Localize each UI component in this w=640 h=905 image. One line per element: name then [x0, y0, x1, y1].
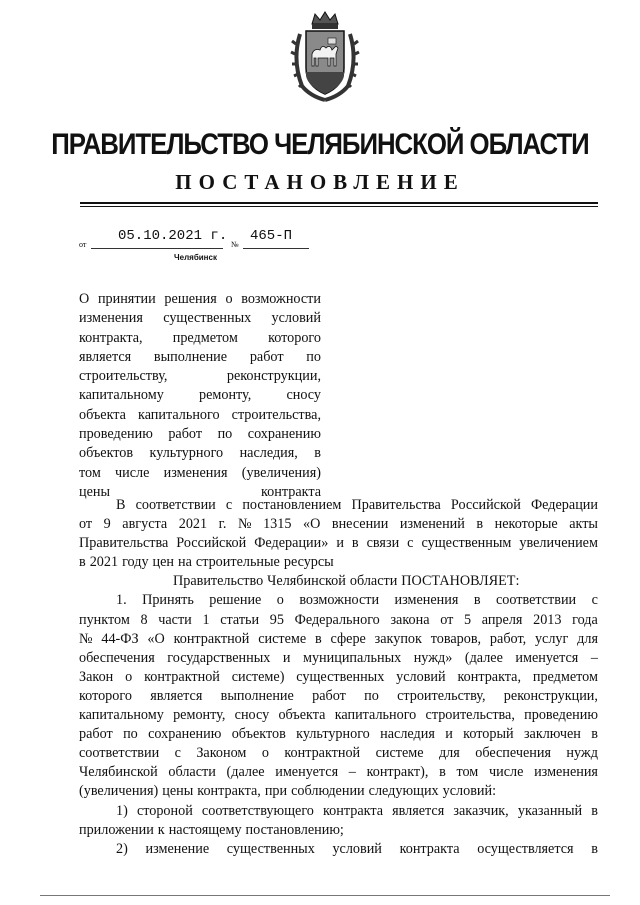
title-line	[79, 406, 321, 425]
word: апреля	[481, 611, 523, 628]
title-line	[79, 367, 321, 386]
word: который	[463, 726, 514, 743]
government-title: ПРАВИТЕЛЬСТВО ЧЕЛЯБИНСКОЙ ОБЛАСТИ	[51, 128, 589, 161]
word: является	[392, 802, 445, 819]
document-date: 05.10.2021 г.	[118, 228, 228, 244]
word: постановлению;	[245, 821, 344, 838]
word: контрактной	[144, 668, 220, 685]
word: от	[79, 516, 93, 533]
word: в	[473, 592, 481, 609]
word: увеличением	[519, 535, 598, 552]
title-line	[79, 444, 321, 463]
word: строительства,	[231, 406, 321, 423]
body-line	[79, 706, 598, 725]
word: существенных	[296, 668, 385, 685]
word: 2021	[89, 554, 119, 571]
word: числе	[488, 764, 524, 781]
word: системе)	[231, 668, 285, 685]
word: проведению	[524, 707, 598, 724]
word: 2)	[116, 840, 128, 857]
word: условий	[271, 310, 321, 327]
word: сносу	[286, 387, 321, 404]
word: 8	[140, 611, 148, 628]
word: муниципальных	[302, 649, 402, 666]
word: и	[445, 726, 453, 743]
body-line	[79, 534, 598, 553]
word: ресурсы	[283, 554, 334, 571]
word: является	[79, 348, 132, 365]
word: объекта	[79, 406, 126, 423]
word: года	[572, 611, 598, 628]
word: условий	[332, 840, 382, 857]
word: культурного	[149, 445, 224, 462]
word: при	[264, 783, 288, 800]
word: указанный	[517, 802, 583, 819]
word: наследия,	[239, 445, 298, 462]
word: Челябинской	[267, 573, 346, 590]
word: является	[150, 687, 203, 704]
word: контракта	[399, 840, 460, 857]
word: контракта,	[457, 668, 522, 685]
word: сносу	[234, 707, 270, 724]
word: в	[351, 535, 359, 552]
word: ремонту,	[198, 387, 252, 404]
word: Правительства	[351, 497, 441, 513]
title-line	[79, 464, 321, 483]
word: нужд	[566, 745, 598, 762]
word: №	[79, 630, 93, 647]
word: цены	[79, 483, 111, 500]
word: в	[476, 516, 484, 533]
word: в	[314, 630, 322, 647]
word: и	[336, 535, 344, 552]
body-line	[79, 668, 598, 687]
word: выполнение	[220, 687, 294, 704]
date-underline	[91, 248, 223, 249]
word: изменения	[394, 592, 459, 609]
word: некоторые	[494, 516, 558, 533]
body-line	[79, 840, 598, 859]
word: работ	[168, 426, 203, 443]
word: осуществляется	[477, 840, 574, 857]
word: Федерации	[530, 497, 598, 513]
word: существенным	[421, 535, 512, 552]
resolution-title	[79, 290, 321, 502]
word: Федерации»	[254, 535, 329, 552]
word: области	[168, 764, 216, 781]
word: 2021	[178, 516, 208, 533]
word: том	[456, 764, 479, 781]
word: к	[157, 821, 165, 838]
word: строительству,	[79, 368, 168, 385]
word: Федерального	[294, 611, 380, 628]
word: В	[116, 497, 126, 513]
title-line	[79, 348, 321, 367]
word: контракта,	[79, 329, 143, 346]
word: соблюдении	[291, 783, 365, 800]
word: работ	[312, 687, 346, 704]
word: стороной	[136, 802, 193, 819]
word: и	[282, 649, 291, 666]
word: изменения	[79, 310, 143, 327]
word: ремонту,	[173, 707, 226, 724]
body-line	[79, 630, 598, 649]
word: О	[79, 291, 90, 307]
word: 95	[269, 611, 284, 628]
word: реконструкции,	[226, 368, 321, 385]
word: по	[364, 687, 379, 704]
word: (увеличения)	[241, 464, 321, 481]
word: изменения	[163, 464, 228, 481]
word: государственных	[167, 649, 271, 666]
word: изменения	[534, 764, 598, 781]
word: заключен	[523, 726, 581, 743]
word: 1.	[116, 592, 127, 609]
word: изменение	[145, 840, 210, 857]
word: контракта	[261, 483, 321, 500]
header-rule-thick	[80, 202, 598, 204]
word: услуг	[534, 630, 569, 647]
word: для	[438, 745, 460, 762]
word: по	[217, 426, 233, 443]
word: решение	[209, 592, 262, 609]
word: 1	[202, 611, 210, 628]
word: обеспечения	[475, 745, 551, 762]
header-rule-thin	[80, 206, 598, 207]
word: соответствующего	[201, 802, 314, 819]
body-line	[79, 687, 598, 706]
word: Российской	[450, 497, 521, 513]
word: работ	[79, 726, 113, 743]
word: году	[122, 554, 149, 571]
word: 1315	[263, 516, 292, 533]
word: капитальному	[79, 707, 164, 724]
word: «О	[302, 516, 321, 533]
from-label: от	[79, 240, 87, 249]
word: для	[577, 630, 598, 647]
title-line	[79, 329, 321, 348]
word: части	[158, 611, 192, 628]
word: условий:	[442, 783, 497, 800]
word: Российской	[176, 535, 247, 552]
word: в	[591, 726, 598, 743]
word: выполнение	[153, 348, 228, 365]
word: именуется	[275, 764, 339, 781]
word: августа	[122, 516, 168, 533]
word: в	[314, 445, 321, 462]
word: следующих	[368, 783, 439, 800]
word: на	[178, 554, 192, 571]
word: сохранению	[148, 726, 222, 743]
page-bottom-edge	[40, 895, 610, 896]
chelyabinsk-coat-of-arms-icon	[290, 10, 360, 102]
word: существенных	[226, 840, 315, 857]
word: капитального	[334, 707, 417, 724]
body-line	[79, 725, 598, 744]
word: в	[591, 802, 598, 819]
word: №	[237, 516, 252, 533]
word: с	[225, 497, 233, 513]
word: (далее	[464, 649, 503, 666]
word: 9	[103, 516, 111, 533]
word: статьи	[220, 611, 260, 628]
word: существенных	[163, 310, 252, 327]
word: с	[591, 592, 598, 609]
word: предметом	[172, 329, 238, 346]
word: о	[261, 745, 269, 762]
word: строительству,	[397, 687, 486, 704]
word: от	[440, 611, 454, 628]
word: с	[174, 745, 181, 762]
document-number: 465-П	[250, 228, 293, 244]
word: цены	[162, 783, 194, 800]
word: объектов	[231, 726, 286, 743]
word: о	[225, 291, 233, 307]
word: строительные	[195, 554, 280, 571]
word: контрактной	[173, 630, 250, 647]
word: ПОСТАНОВЛЯЕТ:	[401, 573, 520, 590]
word: акты	[569, 516, 598, 533]
word: заказчик,	[453, 802, 509, 819]
word: в	[439, 764, 446, 781]
word: числе	[115, 464, 150, 481]
body-line	[79, 763, 598, 782]
body-line	[79, 744, 598, 763]
word: пунктом	[79, 611, 130, 628]
body-line	[79, 572, 598, 591]
word: соответствии	[495, 592, 577, 609]
word: строительства,	[425, 707, 515, 724]
word: –	[348, 764, 356, 781]
word: соответствии	[79, 745, 160, 762]
word: которого	[268, 329, 321, 346]
word: контрактной	[284, 745, 361, 762]
word: капитального	[138, 406, 220, 423]
city-label: Челябинск	[174, 253, 217, 262]
body-line	[79, 591, 598, 610]
word: контракта,	[197, 783, 261, 800]
word: нужд»	[413, 649, 453, 666]
word: которого	[79, 687, 132, 704]
word: области	[349, 573, 398, 590]
word: связи	[366, 535, 400, 552]
word: сохранению	[247, 426, 321, 443]
body-line	[79, 496, 598, 515]
word: объекта	[278, 707, 326, 724]
word: Принять	[142, 592, 194, 609]
word: Челябинской	[79, 764, 158, 781]
word: условий	[396, 668, 446, 685]
body-line	[79, 802, 598, 821]
word: работ	[249, 348, 284, 365]
word: принятии	[97, 291, 156, 307]
word: контракта	[323, 802, 383, 819]
word: проведению	[79, 426, 153, 443]
title-line	[79, 309, 321, 328]
number-underline	[243, 248, 309, 249]
body-line	[79, 515, 598, 534]
word: цен	[152, 554, 175, 571]
word: о	[276, 592, 284, 609]
word: системе	[375, 745, 424, 762]
word: товаров,	[430, 630, 482, 647]
word: –	[590, 649, 598, 666]
word: 2013	[533, 611, 562, 628]
word: настоящему	[168, 821, 242, 838]
word: «О	[147, 630, 165, 647]
word: (увеличения)	[79, 783, 159, 800]
word: о	[125, 668, 133, 685]
word: г.	[218, 516, 227, 533]
word: внесении	[331, 516, 389, 533]
body-line	[79, 782, 598, 801]
word: наследия	[380, 726, 435, 743]
word: изменений	[399, 516, 465, 533]
word: закона	[390, 611, 430, 628]
title-line	[79, 386, 321, 405]
word: в	[79, 554, 86, 571]
word: Правительства	[79, 535, 169, 552]
word: том	[79, 464, 101, 481]
word: (далее	[226, 764, 265, 781]
word: приложении	[79, 821, 154, 838]
body-line	[79, 821, 598, 840]
word: решения	[164, 291, 217, 307]
word: реконструкции,	[503, 687, 598, 704]
word: возможности	[299, 592, 380, 609]
word: капитальному	[79, 387, 164, 404]
word: системе	[258, 630, 307, 647]
document-type-heading: ПОСТАНОВЛЕНИЕ	[175, 170, 465, 194]
body-line	[79, 611, 598, 630]
word: сфере	[330, 630, 366, 647]
word: Закон	[79, 668, 114, 685]
word: 44-ФЗ	[101, 630, 139, 647]
word: культурного	[296, 726, 370, 743]
word: Правительство	[173, 573, 264, 590]
word: по	[306, 348, 321, 365]
word: постановлением	[242, 497, 342, 513]
word: контракт),	[366, 764, 429, 781]
word: возможности	[241, 291, 321, 307]
body-line	[79, 649, 598, 668]
word: по	[123, 726, 138, 743]
word: предметом	[532, 668, 598, 685]
resolution-body	[79, 496, 598, 859]
title-line	[79, 290, 321, 309]
word: в	[591, 840, 598, 857]
word: работ,	[489, 630, 527, 647]
number-label: №	[231, 240, 239, 249]
word: соответствии	[135, 497, 216, 513]
word: объектов	[79, 445, 134, 462]
word: 1)	[116, 802, 128, 819]
word: с	[407, 535, 414, 552]
body-line	[79, 553, 598, 572]
word: 5	[463, 611, 472, 628]
word: обеспечения	[79, 649, 155, 666]
title-line	[79, 425, 321, 444]
word: закупок	[374, 630, 422, 647]
word: именуется	[515, 649, 579, 666]
word: Законом	[196, 745, 247, 762]
